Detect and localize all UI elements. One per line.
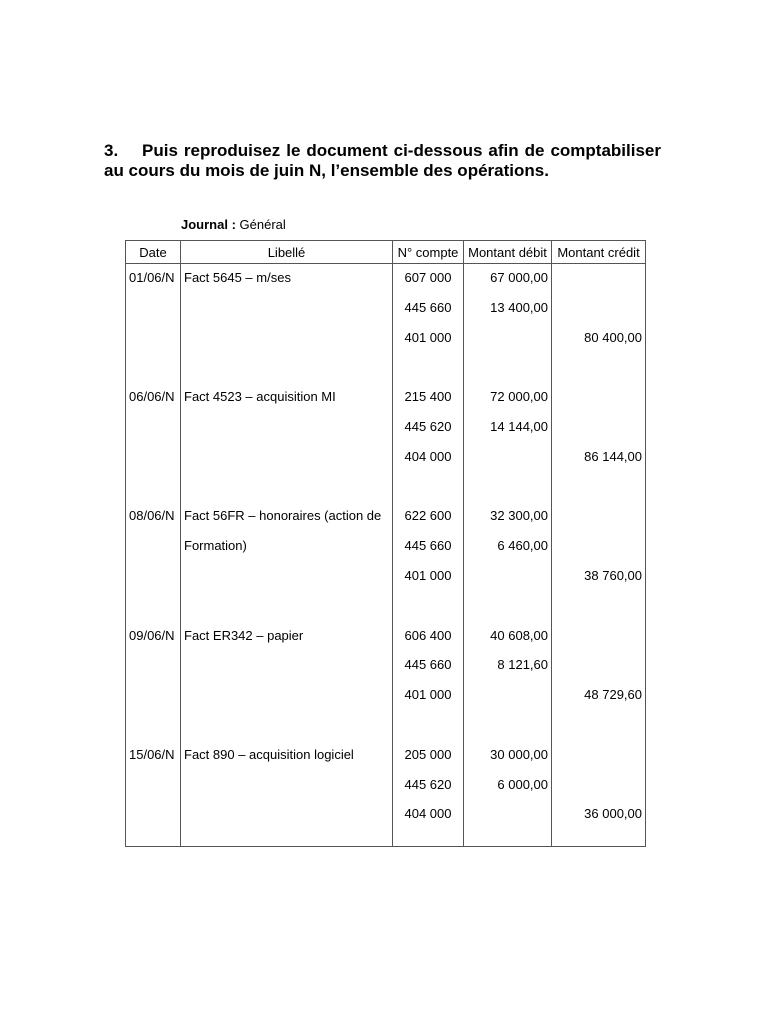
table-row <box>126 324 646 354</box>
cell-libelle <box>181 413 393 443</box>
cell-compte <box>393 353 464 383</box>
cell-debit: 8 121,60 <box>464 651 552 681</box>
cell-debit: 14 144,00 <box>464 413 552 443</box>
table-row <box>126 383 646 413</box>
table-row <box>126 562 646 592</box>
cell-compte <box>393 592 464 622</box>
table-row <box>126 443 646 473</box>
table-row <box>126 741 646 771</box>
cell-libelle <box>181 294 393 324</box>
cell-debit <box>464 592 552 622</box>
table-row <box>126 353 646 383</box>
cell-credit: 86 144,00 <box>552 443 646 473</box>
cell-libelle: Fact 56FR – honoraires (action de <box>181 502 393 532</box>
cell-debit: 30 000,00 <box>464 741 552 771</box>
cell-compte: 606 400 <box>393 622 464 652</box>
cell-debit: 13 400,00 <box>464 294 552 324</box>
journal-body <box>126 264 646 847</box>
cell-debit <box>464 443 552 473</box>
cell-debit: 32 300,00 <box>464 502 552 532</box>
cell-credit <box>552 741 646 771</box>
cell-libelle <box>181 681 393 711</box>
cell-libelle <box>181 443 393 473</box>
cell-date <box>126 532 181 562</box>
cell-credit <box>552 532 646 562</box>
cell-credit <box>552 711 646 741</box>
journal-table <box>125 240 646 847</box>
cell-libelle <box>181 473 393 503</box>
cell-credit <box>552 592 646 622</box>
cell-compte: 445 620 <box>393 413 464 443</box>
cell-credit <box>552 264 646 294</box>
cell-date <box>126 353 181 383</box>
cell-credit <box>552 413 646 443</box>
cell-date <box>126 771 181 801</box>
cell-date <box>126 800 181 847</box>
cell-credit <box>552 294 646 324</box>
cell-libelle <box>181 771 393 801</box>
journal-label-key: Journal : <box>181 217 236 232</box>
cell-credit <box>552 771 646 801</box>
cell-credit <box>552 502 646 532</box>
cell-date <box>126 473 181 503</box>
cell-libelle: Fact 890 – acquisition logiciel <box>181 741 393 771</box>
cell-debit <box>464 711 552 741</box>
cell-compte <box>393 711 464 741</box>
header-date: Date <box>126 241 181 264</box>
cell-debit <box>464 353 552 383</box>
table-row <box>126 622 646 652</box>
cell-debit <box>464 681 552 711</box>
cell-compte <box>393 473 464 503</box>
cell-debit: 6 460,00 <box>464 532 552 562</box>
cell-date <box>126 294 181 324</box>
cell-libelle: Fact ER342 – papier <box>181 622 393 652</box>
cell-credit: 48 729,60 <box>552 681 646 711</box>
cell-libelle <box>181 353 393 383</box>
cell-libelle <box>181 592 393 622</box>
cell-debit <box>464 562 552 592</box>
cell-date: 08/06/N <box>126 502 181 532</box>
cell-debit <box>464 324 552 354</box>
table-row <box>126 592 646 622</box>
journal-label-value: Général <box>239 217 286 232</box>
table-row <box>126 413 646 443</box>
table-row <box>126 264 646 294</box>
cell-compte: 205 000 <box>393 741 464 771</box>
cell-compte: 445 620 <box>393 771 464 801</box>
instruction-paragraph <box>104 141 661 181</box>
cell-libelle: Formation) <box>181 532 393 562</box>
table-row <box>126 681 646 711</box>
table-row <box>126 711 646 741</box>
cell-credit: 80 400,00 <box>552 324 646 354</box>
cell-libelle: Fact 5645 – m/ses <box>181 264 393 294</box>
table-row <box>126 502 646 532</box>
cell-compte: 445 660 <box>393 532 464 562</box>
cell-credit: 38 760,00 <box>552 562 646 592</box>
cell-libelle <box>181 651 393 681</box>
table-row <box>126 473 646 503</box>
cell-debit: 40 608,00 <box>464 622 552 652</box>
cell-compte: 445 660 <box>393 651 464 681</box>
cell-credit <box>552 622 646 652</box>
cell-debit: 67 000,00 <box>464 264 552 294</box>
cell-date: 06/06/N <box>126 383 181 413</box>
cell-compte: 215 400 <box>393 383 464 413</box>
table-row <box>126 771 646 801</box>
cell-date <box>126 413 181 443</box>
cell-credit <box>552 353 646 383</box>
table-row <box>126 294 646 324</box>
table-row <box>126 651 646 681</box>
cell-compte: 445 660 <box>393 294 464 324</box>
cell-compte: 607 000 <box>393 264 464 294</box>
table-header-row <box>126 241 646 264</box>
cell-libelle <box>181 324 393 354</box>
cell-libelle <box>181 562 393 592</box>
cell-compte: 401 000 <box>393 562 464 592</box>
header-compte: N° compte <box>393 241 464 264</box>
cell-debit: 72 000,00 <box>464 383 552 413</box>
cell-credit: 36 000,00 <box>552 800 646 847</box>
cell-libelle: Fact 4523 – acquisition MI <box>181 383 393 413</box>
journal-label <box>181 217 286 233</box>
cell-date <box>126 324 181 354</box>
cell-date <box>126 651 181 681</box>
cell-date: 15/06/N <box>126 741 181 771</box>
cell-libelle <box>181 711 393 741</box>
table-row <box>126 532 646 562</box>
instruction-text: Puis reproduisez le document ci-dessous afin de comptabiliser au cours du mois de juin N, l’ensemble des opérations. <box>104 141 661 180</box>
cell-debit <box>464 800 552 847</box>
cell-compte: 401 000 <box>393 681 464 711</box>
cell-date <box>126 711 181 741</box>
header-credit: Montant crédit <box>552 241 646 264</box>
header-debit: Montant débit <box>464 241 552 264</box>
cell-compte: 404 000 <box>393 443 464 473</box>
cell-date <box>126 592 181 622</box>
table-row <box>126 800 646 847</box>
cell-credit <box>552 383 646 413</box>
cell-debit: 6 000,00 <box>464 771 552 801</box>
cell-compte: 401 000 <box>393 324 464 354</box>
cell-credit <box>552 473 646 503</box>
header-libelle: Libellé <box>181 241 393 264</box>
cell-date <box>126 681 181 711</box>
instruction-number: 3. <box>104 141 119 160</box>
cell-compte: 622 600 <box>393 502 464 532</box>
cell-date <box>126 562 181 592</box>
cell-date <box>126 443 181 473</box>
cell-date: 01/06/N <box>126 264 181 294</box>
cell-libelle <box>181 800 393 847</box>
cell-compte: 404 000 <box>393 800 464 847</box>
cell-credit <box>552 651 646 681</box>
cell-debit <box>464 473 552 503</box>
cell-date: 09/06/N <box>126 622 181 652</box>
